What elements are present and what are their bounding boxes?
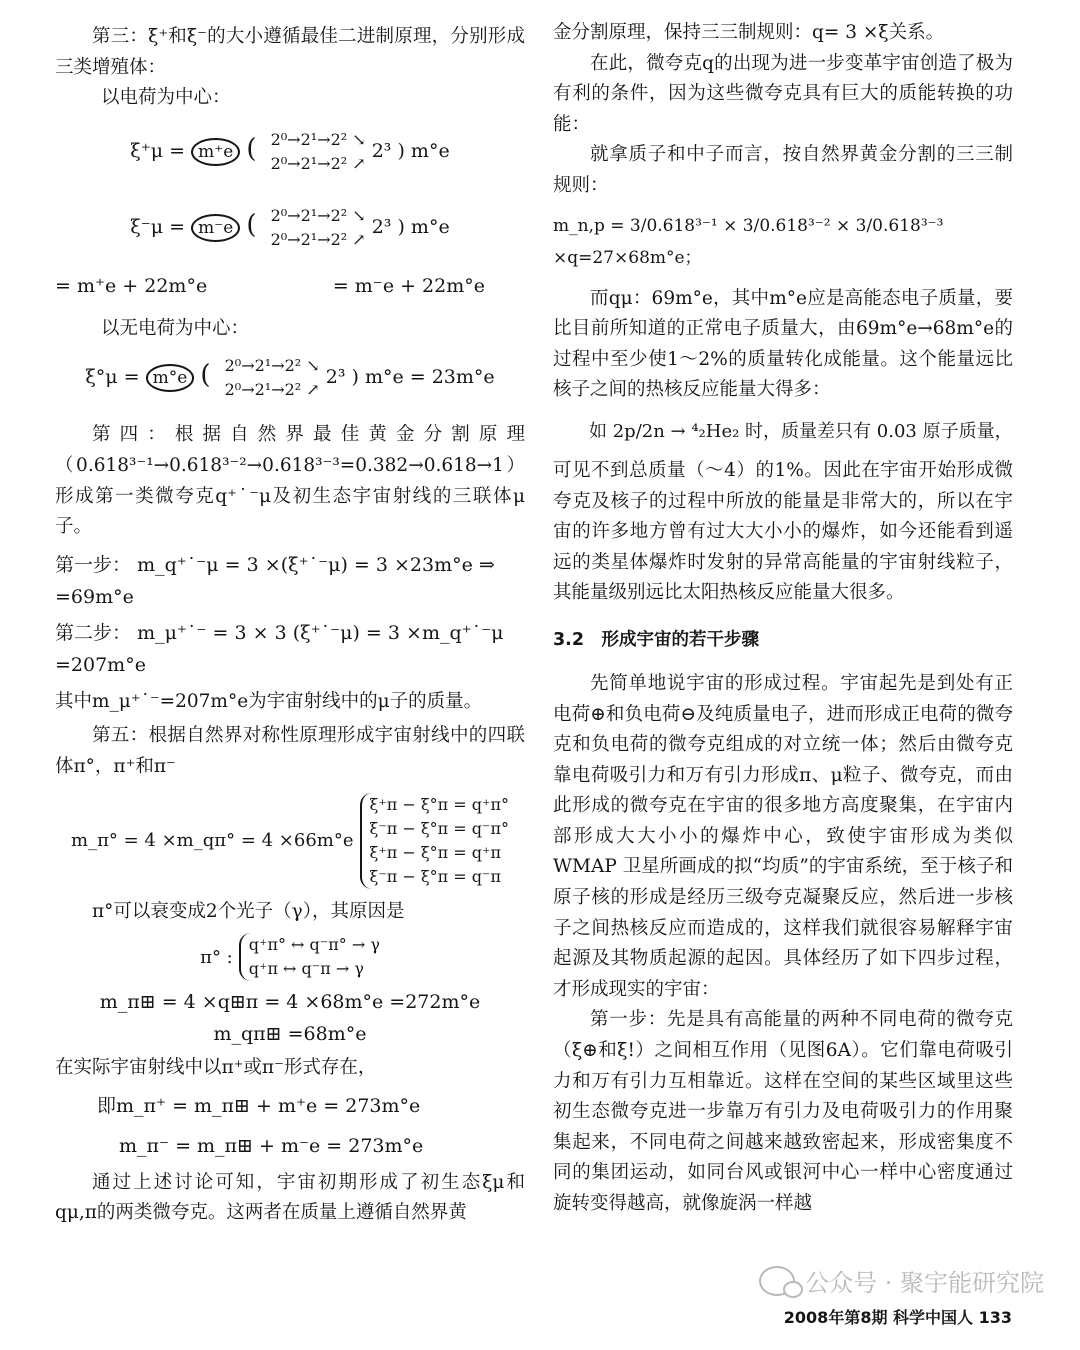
paragraph: 在实际宇宙射线中以π⁺或π⁻形式存在， xyxy=(55,1057,377,1079)
brace-line: ξ⁺π − ξ°π = q⁺π xyxy=(369,842,501,862)
paragraph: 金分割原理，保持三三制规则：q= 3 ×ξ关系。 xyxy=(553,22,945,43)
equation-xi-plus: ξ⁺μ = m⁺e ( 2⁰→2¹→2² ↘ 2⁰→2¹→2² ↗ 2³ ) m°e xyxy=(130,129,450,173)
paragraph: 而qμ：69m°e，其中m°e应是高能态电子质量，要比目前所知道的正常电子质量大，由69m°e→68m°e的过程中至少使1～2%的质量转化成能量。这个能量远比核子之间的热核反应能量大得多： xyxy=(553,287,1013,401)
equation-xi-zero: ξ°μ = m°e ( 2⁰→2¹→2² ↘ 2⁰→2¹→2² ↗ 2³ ) m°e = 23m°e xyxy=(85,356,495,400)
brace-line: q⁺π° ↔ q⁻π° → γ xyxy=(248,935,380,955)
paragraph: 通过上述讨论可知，宇宙初期形成了初生态ξμ和qμ,π的两类微夸克。这两者在质量上遵循自然界黄 xyxy=(55,1171,525,1224)
left-column xyxy=(55,0,525,1229)
circled-term: m⁺e xyxy=(191,138,240,166)
paragraph: 以电荷为中心： xyxy=(101,87,231,109)
equation-pi-plus: 即m_π⁺ = m_π⊞ + m⁺e = 273m°e xyxy=(97,1094,421,1117)
circled-term: m°e xyxy=(146,364,195,392)
paragraph: 可见不到总质量（～4）的1%。因此在宇宙开始形成微夸克及核子的过程中所放的能量是非常大的，所以在宇宙的许多地方曾有过大大小小的爆炸，如今还能看到遥远的类星体爆炸时发射的异常高能量的宇宙射线粒子，其能量级别远比太阳热核反应能量大很多。 xyxy=(553,459,1013,604)
brace-line: ξ⁻π − ξ°π = q⁻π xyxy=(369,866,501,886)
right-column xyxy=(553,0,1013,1220)
equation-helium: 如 2p/2n → ⁴₂He₂ 时，质量差只有 0.03 原子质量， xyxy=(589,420,1013,442)
section-heading: 3.2 形成宇宙的若干步骤 xyxy=(553,629,760,650)
paragraph: 以无电荷为中心： xyxy=(101,317,250,339)
page-footer: 2008年第8期 科学中国人 133 xyxy=(783,1308,1012,1327)
wechat-icon xyxy=(759,1266,795,1296)
brace-system xyxy=(360,793,509,889)
paragraph: 先简单地说宇宙的形成过程。宇宙起先是到处有正电荷⊕和负电荷⊖及纯质量电子，进而形成正电荷的微夸克和负电荷的微夸克组成的对立统一体；然后由微夸克靠电荷吸引力和万有引力形成π、μ粒子、微夸克，而由此形成的微夸克在宇宙的很多地方高度聚集，在宇宙内部形成大大小小的爆炸中心，致使宇宙形成为类似 WMAP 卫星所画成的拟“均质”的宇宙系统，至于核子和原子核的形成是经历三级夸克凝聚反应，然后进一步核子之间热核反应而造成的，这样我们就很容易解释宇宙起源及其物质起源的起因。具体经历了如下四步过程，才形成现实的宇宙： xyxy=(553,672,1013,1000)
brace-line: ξ⁻π − ξ°π = q⁻π° xyxy=(369,818,509,838)
equation-q-mass: m_qπ⊞ =68m°e xyxy=(213,1023,367,1046)
equation-pi-decay: π° : q⁺π° ↔ q⁻π° → γ q⁺π ↔ q⁻π → γ xyxy=(55,933,525,981)
watermark: 公众号 · 聚宇能研究院 xyxy=(759,1263,1044,1298)
paragraph: 第五：根据自然界对称性原理形成宇宙射线中的四联体π°，π⁺和π⁻ xyxy=(55,725,525,777)
paragraph: 第三：ξ⁺和ξ⁻的大小遵循最佳二进制原理，分别形成三类增殖体： xyxy=(55,26,525,78)
equation-pi-minus: m_π⁻ = m_π⊞ + m⁻e = 273m°e xyxy=(119,1134,424,1157)
equation-step1: 第一步： m_q⁺˙⁻μ = 3 ×(ξ⁺˙⁻μ) = 3 ×23m°e ⇒ =69m°e xyxy=(55,553,495,608)
equation-pi-mass: m_π⊞ = 4 ×q⊞π = 4 ×68m°e =272m°e xyxy=(99,991,481,1014)
circled-term: m⁻e xyxy=(191,214,240,242)
equation-nucleon-mass: m_n,p = 3/0.618³⁻¹ × 3/0.618³⁻² × 3/0.618³⁻³ ×q=27×68m°e； xyxy=(553,215,944,268)
paragraph: 就拿质子和中子而言，按自然界黄金分割的三三制规则： xyxy=(553,144,1013,196)
paragraph: 第四：根据自然界最佳黄金分割原理（0.618³⁻¹→0.618³⁻²→0.618³⁻³=0.382→0.618→1）形成第一类微夸克q⁺˙⁻μ及初生态宇宙射线的三联体μ子。 xyxy=(55,424,525,538)
paragraph: π°可以衰变成2个光子（γ），其原因是 xyxy=(92,900,405,922)
equation-row: = m⁺e + 22m°e = m⁻e + 22m°e xyxy=(55,274,485,297)
equation-pi-zero: m_π° = 4 ×m_qπ° = 4 ×66m°e ξ⁺π − ξ°π = q⁺π° ξ⁻π − ξ°π = q⁻π° ξ⁺π − ξ°π = q⁺π ξ⁻π − ξ°π = q⁻π xyxy=(55,793,525,889)
equation-xi-minus: ξ⁻μ = m⁻e ( 2⁰→2¹→2² ↘ 2⁰→2¹→2² ↗ 2³ ) m°e xyxy=(130,205,450,249)
paragraph: 其中m_μ⁺˙⁻=207m°e为宇宙射线中的μ子的质量。 xyxy=(55,690,483,712)
brace-system xyxy=(239,933,380,981)
equation-step2: 第二步： m_μ⁺˙⁻ = 3 × 3 (ξ⁺˙⁻μ) = 3 ×m_q⁺˙⁻μ =207m°e xyxy=(55,621,504,676)
paragraph: 第一步：先是具有高能量的两种不同电荷的微夸克（ξ⊕和ξ!）之间相互作用（见图6A）。它们靠电荷吸引力和万有引力互相靠近。这样在空间的某些区域里这些初生态微夸克进一步靠万有引力及电荷吸引力的作用聚集起来，不同电荷之间越来越致密起来，形成密集度不同的集团运动，如同台风或银河中心一样中心密度通过旋转变得越高，就像旋涡一样越 xyxy=(553,1009,1013,1214)
paragraph: 在此，微夸克q的出现为进一步变革宇宙创造了极为有利的条件，因为这些微夸克具有巨大的质能转换的功能： xyxy=(553,52,1013,135)
brace-line: q⁺π ↔ q⁻π → γ xyxy=(248,959,364,979)
brace-line: ξ⁺π − ξ°π = q⁺π° xyxy=(369,794,509,814)
